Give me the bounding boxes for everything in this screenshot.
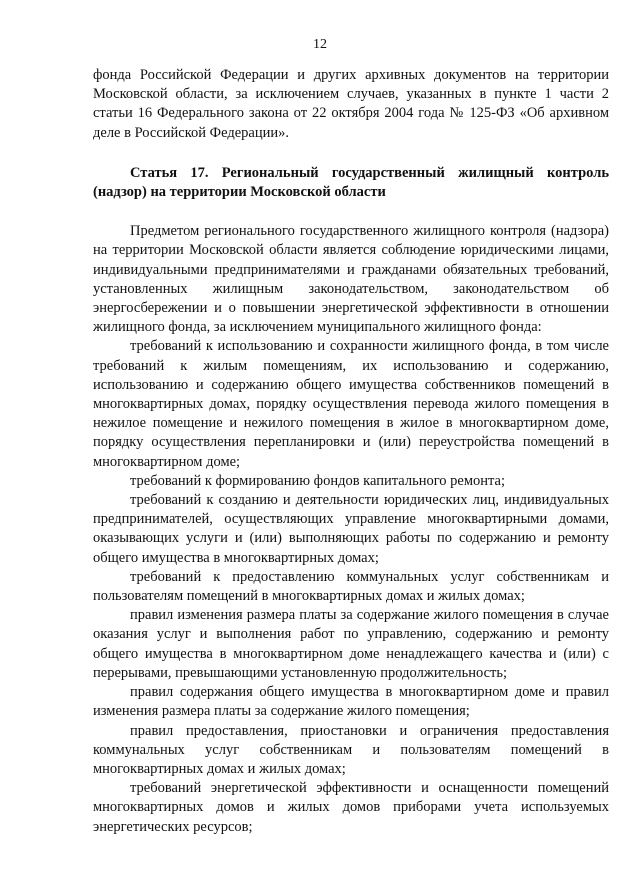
article-heading: Статья 17. Региональный государственный жилищный контроль (надзор) на территории Московской области bbox=[93, 164, 609, 201]
document-body bbox=[93, 66, 609, 837]
page-number: 12 bbox=[313, 37, 327, 52]
paragraph-subject: Предметом регионального государственного жилищного контроля (надзора) на территории Московской области является соблюдение юридическими лицами, индивидуальными предпринимателями и гражданами обязательных требований, установленных жилищным законодательством, законодательством об энергосбережении и о повышении энергетической эффективности в отношении жилищного фонда, за исключением муниципального жилищного фонда: bbox=[93, 223, 609, 336]
paragraph-item: правил изменения размера платы за содержание жилого помещения в случае оказания услуг и выполнения работ по управлению, содержанию и ремонту общего имущества в многоквартирном доме ненадлежащего качества и (или) с перерывами, превышающими установленную продолжительность; bbox=[93, 607, 609, 681]
paragraph-item: требований к предоставлению коммунальных услуг собственникам и пользователям помещений в многоквартирных домах и жилых домах; bbox=[93, 568, 609, 605]
paragraph-item: требований к использованию и сохранности жилищного фонда, в том числе требований к жилым помещениям, их использованию и содержанию, использованию и содержанию общего имущества собственников помещений в многоквартирных домах, порядку осуществления перевода жилого помещения в нежилое помещение и нежилого помещения в жилое в многоквартирном доме, порядку осуществления перепланировки и (или) переустройства помещений в многоквартирном доме; bbox=[93, 338, 609, 470]
paragraph-item: требований энергетической эффективности и оснащенности помещений многоквартирных домов и жилых домов приборами учета используемых энергетических ресурсов; bbox=[93, 780, 609, 835]
intro-paragraph: фонда Российской Федерации и других архивных документов на территории Московской области, за исключением случаев, указанных в пункте 1 части 2 статьи 16 Федерального закона от 22 октября 2004 года № 125-ФЗ «Об архивном деле в Российской Федерации». bbox=[93, 67, 609, 141]
paragraph-item: требований к формированию фондов капитального ремонта; bbox=[130, 472, 506, 489]
paragraph-item: требований к созданию и деятельности юридических лиц, индивидуальных предпринимателей, осуществляющих управление многоквартирными домами, оказывающих услуги и (или) выполняющих работы по содержанию и ремонту общего имущества в многоквартирных домах; bbox=[93, 492, 609, 566]
paragraph-item: правил содержания общего имущества в многоквартирном доме и правил изменения размера платы за содержание жилого помещения; bbox=[93, 684, 609, 720]
paragraph-item: правил предоставления, приостановки и ограничения предоставления коммунальных услуг собственникам и пользователям помещений в многоквартирных домах и жилых домах; bbox=[93, 722, 609, 777]
